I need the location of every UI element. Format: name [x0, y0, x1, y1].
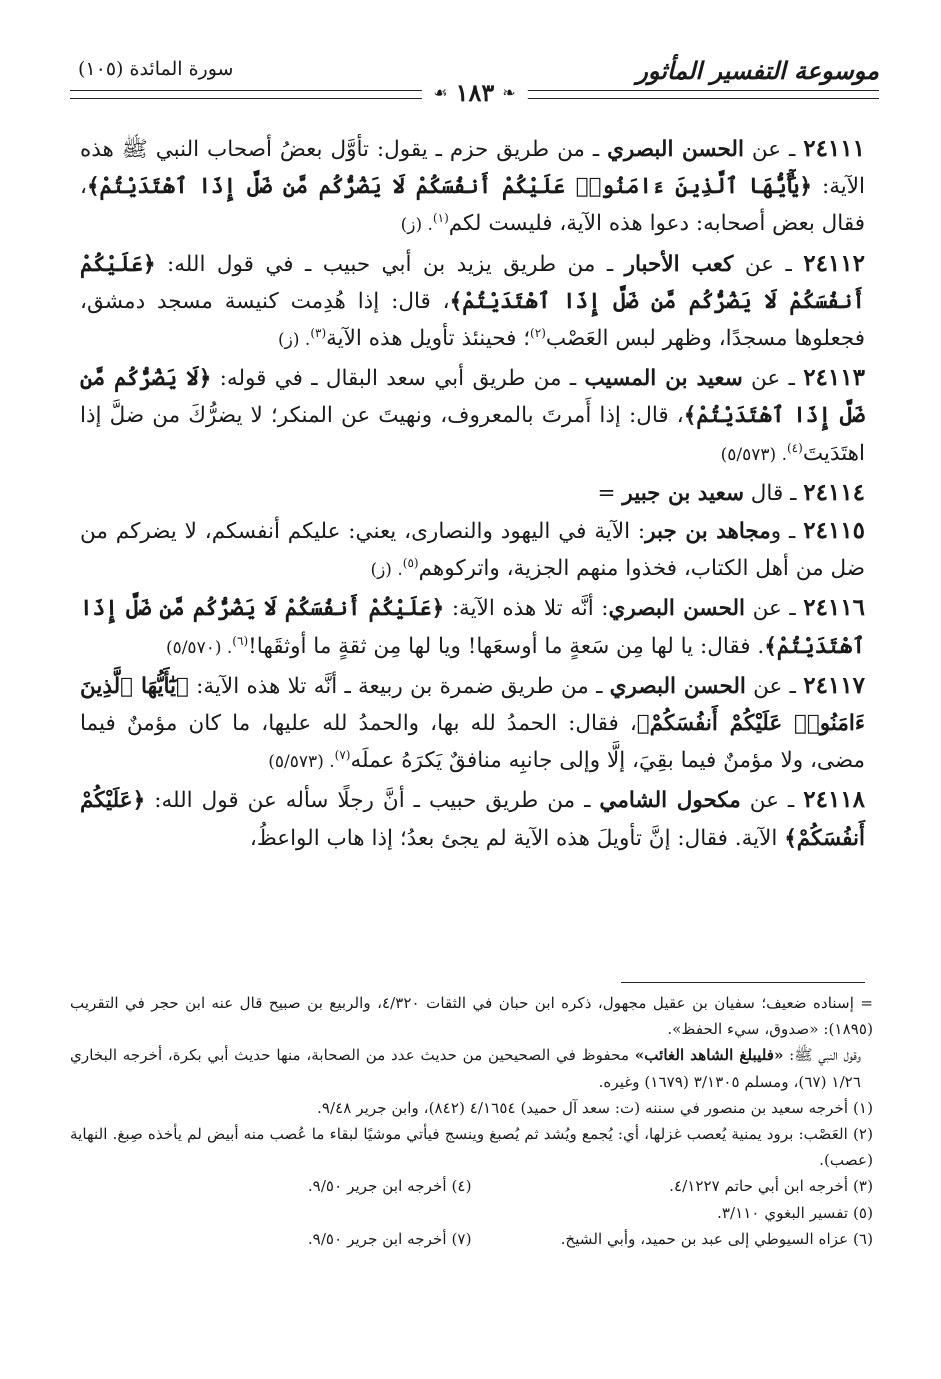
reference: . (٥/٥٧٣) — [268, 752, 335, 773]
narration-entry: ٢٤١١٨ ـ عن مكحول الشامي ـ من طريق حبيب ـ أنَّ رجلًا سأله عن قول الله: ﴿عَلَيْكُمْ أَنفُسَكُمْ﴾ الآية. فقال: إنَّ تأويلَ هذه الآية لم يجئ بعدُ؛ إذا هاب الواعظُ، — [80, 786, 866, 851]
footnote-2: (٢) العَصْب: برود يمنية يُعصب غزلها، أي: يُجمع ويُشد ثم يُصبغ وينسج فيأتي موشيًا لبقاء ما عُصب منه أبيض لم يأخذه صِبغ. النهاية (عصب). — [70, 1125, 873, 1170]
footnote-6: (٦) عزاه السيوطي إلى عبد بن حميد، وأبي الشيخ. — [560, 1229, 873, 1248]
narration-number: ٢٤١١٥ — [803, 517, 866, 545]
narrator-name: مجاهد بن جبر — [645, 519, 771, 545]
footnote-row — [70, 1173, 873, 1199]
narration-number: ٢٤١١٤ — [803, 478, 865, 506]
main-text — [80, 130, 865, 857]
narration-entry: ٢٤١١١ ـ عن الحسن البصري ـ من طريق حزم ـ يقول: تأوَّل بعضُ أصحاب النبي ﷺ هذه الآية: ﴿يَٰٓأَيُّهَا ٱلَّذِينَ ءَامَنُوا۟ عَلَيْكُمْ أَنفُسَكُمْ لَا يَضُرُّكُم مَّن ضَلَّ إِذَا ٱهْتَدَيْتُمْ﴾، فقال بعض أصحابه: دعوا هذه الآية، فليست لكم$^{(١)}$. (ز) — [80, 135, 866, 237]
ornament-icon: ☙ — [433, 83, 448, 102]
narration-number: ٢٤١١٦ — [803, 594, 865, 622]
footnote-continuation: = إسناده ضعيف؛ سفيان بن عقيل مجهول، ذكره ابن حبان في الثقات ٤/٣٢٠، والربيع بن صبيح قال عنه ابن حجر في التقريب (١٨٩٥): «صدوق، سيء الحفظ». — [70, 994, 873, 1039]
footnote-5: (٥) تفسير البغوي ٣/١١٠. — [716, 1203, 873, 1222]
footnote-3: (٣) أخرجه ابن أبي حاتم ٤/١٢٢٧. — [669, 1177, 873, 1196]
running-title: موسوعة التفسير المأثور — [636, 56, 879, 85]
narration-entry: ٢٤١١٥ ـ ومجاهد بن جبر: الآية في اليهود والنصارى، يعني: عليكم أنفسكم، لا يضركم من ضل من أهل الكتاب، فخذوا منهم الجزية، واتركوهم$^{(٥)}$. (ز) — [80, 517, 866, 582]
footnote-marker: (٦) — [232, 633, 249, 648]
narration-entry: ٢٤١١٢ ـ عن كعب الأحبار ـ من طريق يزيد بن أبي حبيب ـ في قول الله: ﴿عَلَيْكُمْ أَنفُسَكُمْ لَا يَضُرُّكُم مَّن ضَلَّ إِذَا ٱهْتَدَيْتُمْ﴾، قال: إذا هُدِمت كنيسة مسجد دمشق، فجعلوها مسجدًا، وظهر لبس العَصْب$^{(٢)}$؛ فحينئذ تأويل هذه الآية$^{(٣)}$. (ز) — [80, 249, 865, 352]
narrator-name: الحسن البصري — [608, 596, 746, 622]
ornament-icon: ❧ — [502, 83, 516, 102]
footnote-marker: (١) — [432, 211, 449, 226]
reference: . (٥/٥٧٣) — [720, 444, 787, 465]
narration-entry: ٢٤١١٤ ـ قال سعيد بن جبير = — [597, 478, 865, 506]
footnote-1: (١) أخرجه سعيد بن منصور في سننه (ت: سعد آل حميد) ٤/١٦٥٤ (٨٤٢)، وابن جرير ٩/٤٨. — [317, 1098, 873, 1117]
narration-number: ٢٤١١١ — [803, 135, 865, 162]
quran-quote: ﴿يَٰٓأَيُّهَا ٱلَّذِينَ ءَامَنُوا۟ عَلَيْكُمْ أَنفُسَكُمْ﴾ — [80, 673, 866, 737]
page-number: ١٨٣ — [455, 78, 495, 107]
quran-quote: ﴿عَلَيْكُمْ أَنفُسَكُمْ﴾ — [80, 788, 865, 851]
quran-quote: ﴿عَلَيْكُمْ أَنفُسَكُمْ لَا يَضُرُّكُم مَّن ضَلَّ إِذَا ٱهْتَدَيْتُمْ﴾ — [80, 596, 865, 659]
narration-number: ٢٤١١٨ — [803, 786, 866, 814]
page-number-box — [421, 78, 527, 107]
quran-quote: ﴿يَٰٓأَيُّهَا ٱلَّذِينَ ءَامَنُوا۟ عَلَيْكُمْ أَنفُسَكُمْ لَا يَضُرُّكُم مَّن ضَلَّ إِذَا ٱهْتَدَيْتُمْ﴾ — [86, 174, 812, 200]
footnote-continuation: وقول النبي ﷺ: «فليبلغ الشاهد الغائب» محفوظ في الصحيحين من حديث عدد من الصحابة، منها حديث أبي بكرة، أخرجه البخاري ١/٢٦ (٦٧)، ومسلم ٣/١٣٠٥ (١٦٧٩) وغيره. — [70, 1046, 862, 1091]
footnote-marker: (٢) — [530, 325, 546, 340]
footnote-row — [70, 1226, 873, 1252]
narration-number: ٢٤١١٣ — [803, 364, 865, 392]
narration-entry: ٢٤١١٦ ـ عن الحسن البصري: أنَّه تلا هذه الآية: ﴿عَلَيْكُمْ أَنفُسَكُمْ لَا يَضُرُّكُم مَّن ضَلَّ إِذَا ٱهْتَدَيْتُمْ﴾. فقال: يا لها مِن سَعةٍ ما أوسعَها! ويا لها مِن ثقةٍ ما أوثقَها!$^{(٦)}$. (٥/٥٧٠) — [80, 594, 865, 659]
reference: . (ز) — [400, 215, 433, 236]
reference: . (ز) — [370, 560, 403, 581]
narration-number: ٢٤١١٢ — [803, 249, 865, 277]
narration-entry: ٢٤١١٧ ـ عن الحسن البصري ـ من طريق ضمرة بن ربيعة ـ أنَّه تلا هذه الآية: ﴿يَٰٓأَيُّهَا ٱلَّذِينَ ءَامَنُوا۟ عَلَيْكُمْ أَنفُسَكُمْ﴾، فقال: الحمدُ لله بها، والحمدُ لله عليها، ما كان مؤمنٌ فيما مضى، ولا مؤمنٌ فيما بقِيَ، إلَّا وإلى جانبِه منافقٌ يَكرَهُ عملَه$^{(٧)}$. (٥/٥٧٣) — [80, 671, 866, 774]
narrator-name: الحسن البصري — [607, 137, 744, 162]
page-header — [70, 52, 879, 122]
footnote-7: (٧) أخرجه ابن جرير ٩/٥٠. — [307, 1229, 472, 1248]
narration-entry: ٢٤١١٣ ـ عن سعيد بن المسيب ـ من طريق أبي سعد البقال ـ في قوله: ﴿لَا يَضُرُّكُم مَّن ضَلَّ إِذَا ٱهْتَدَيْتُمْ﴾، قال: إذا أَمرتَ بالمعروف، ونهيتَ عن المنكر؛ لا يضرُّكَ من ضلَّ إذا اهتَدَيتَ$^{(٤)}$. (٥/٥٧٣) — [80, 364, 865, 466]
reference: . (ز) — [278, 330, 311, 351]
footnote-marker: (٤) — [786, 440, 803, 455]
footnote-marker: (٧) — [334, 748, 351, 763]
narrator-name: سعيد بن المسيب — [584, 366, 743, 392]
footnote-separator — [621, 982, 865, 983]
narrator-name: كعب الأحبار — [624, 251, 734, 277]
quran-quote: ﴿لَا يَضُرُّكُم مَّن ضَلَّ إِذَا ٱهْتَدَيْتُمْ﴾ — [80, 366, 865, 429]
footnote-4: (٤) أخرجه ابن جرير ٩/٥٠. — [307, 1177, 472, 1196]
footnote-marker: (٥) — [402, 556, 419, 571]
narration-number: ٢٤١١٧ — [803, 671, 865, 699]
narrator-name: مكحول الشامي — [599, 788, 741, 814]
footnote-marker: (٣) — [310, 325, 327, 340]
reference: . (٥/٥٧٠) — [165, 637, 233, 658]
surah-label: سورة المائدة (١٠٥) — [78, 58, 234, 80]
footnotes — [70, 990, 873, 1252]
quran-quote: ﴿عَلَيْكُمْ أَنفُسَكُمْ لَا يَضُرُّكُم مَّن ضَلَّ إِذَا ٱهْتَدَيْتُمْ﴾ — [80, 251, 865, 314]
narrator-name: الحسن البصري — [609, 673, 746, 699]
narrator-name: سعيد بن جبير — [622, 480, 744, 506]
